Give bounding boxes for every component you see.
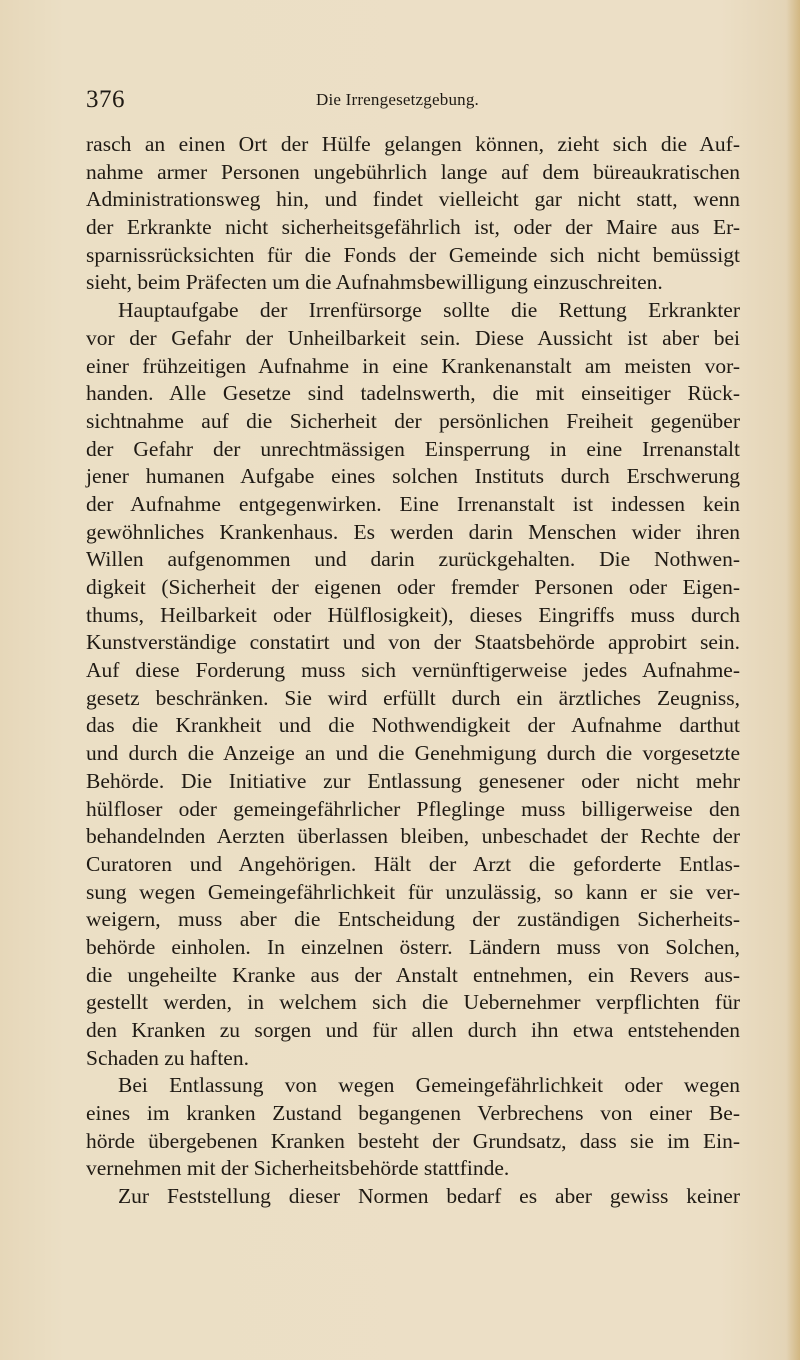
text-line: Behörde. Die Initiative zur Entlassung genesener oder nicht mehr bbox=[86, 768, 740, 793]
text-line: sieht, beim Präfecten um die Aufnahmsbewilligung einzuschreiten. bbox=[86, 270, 663, 295]
text-line: und durch die Anzeige an und die Genehmigung durch die vorgesetzte bbox=[86, 741, 740, 766]
text-line: jener humanen Aufgabe eines solchen Instituts durch Erschwerung bbox=[86, 464, 740, 489]
text-line: weigern, muss aber die Entscheidung der zuständigen Sicherheits- bbox=[86, 907, 740, 932]
text-line: gewöhnliches Krankenhaus. Es werden darin Menschen wider ihren bbox=[86, 519, 740, 544]
text-line: hörde übergebenen Kranken besteht der Grundsatz, dass sie im Ein- bbox=[86, 1128, 740, 1153]
text-line: handen. Alle Gesetze sind tadelnswerth, die mit einseitiger Rück- bbox=[86, 381, 740, 406]
text-line: der Gefahr der unrechtmässigen Einsperrung in eine Irrenanstalt bbox=[86, 436, 740, 461]
text-line: gesetz beschränken. Sie wird erfüllt durch ein ärztliches Zeugniss, bbox=[86, 685, 740, 710]
text-line: der Aufnahme entgegenwirken. Eine Irrenanstalt ist indessen kein bbox=[86, 491, 740, 516]
text-line: das die Krankheit und die Nothwendigkeit der Aufnahme darthut bbox=[86, 713, 740, 738]
text-line: Administrationsweg hin, und findet vielleicht gar nicht statt, wenn bbox=[86, 187, 740, 212]
text-line: vor der Gefahr der Unheilbarkeit sein. Diese Aussicht ist aber bei bbox=[86, 325, 740, 350]
text-line: Willen aufgenommen und darin zurückgehalten. Die Nothwen- bbox=[86, 547, 740, 572]
text-line: den Kranken zu sorgen und für allen durch ihn etwa entstehenden bbox=[86, 1018, 740, 1042]
text-line: rasch an einen Ort der Hülfe gelangen können, zieht sich die Auf- bbox=[86, 132, 740, 156]
text-line: digkeit (Sicherheit der eigenen oder fremder Personen oder Eigen- bbox=[86, 575, 740, 599]
page-header bbox=[86, 86, 736, 126]
text-line: Auf diese Forderung muss sich vernünftigerweise jedes Aufnahme- bbox=[86, 658, 740, 683]
text-line: sparnissrücksichten für die Fonds der Gemeinde sich nicht bemüssigt bbox=[86, 242, 740, 267]
text-line: behandelnden Aerzten überlassen bleiben, unbeschadet der Rechte der bbox=[86, 824, 740, 849]
text-line: die ungeheilte Kranke aus der Anstalt entnehmen, ein Revers aus- bbox=[86, 962, 740, 987]
text-line: Bei Entlassung von wegen Gemeingefährlichkeit oder wegen bbox=[118, 1073, 740, 1098]
text-line: sung wegen Gemeingefährlichkeit für unzulässig, so kann er sie ver- bbox=[86, 879, 740, 904]
text-line: eines im kranken Zustand begangenen Verbrechens von einer Be- bbox=[86, 1101, 740, 1126]
text-line: vernehmen mit der Sicherheitsbehörde stattfinde. bbox=[86, 1156, 510, 1181]
text-line: sichtnahme auf die Sicherheit der persönlichen Freiheit gegenüber bbox=[86, 408, 740, 433]
text-line: Hauptaufgabe der Irrenfürsorge sollte die Rettung Erkrankter bbox=[118, 298, 740, 323]
text-line: der Erkrankte nicht sicherheitsgefährlich ist, oder der Maire aus Er- bbox=[86, 215, 740, 240]
page-edge-shadow bbox=[786, 0, 800, 1360]
page-number: 376 bbox=[86, 86, 125, 113]
text-line: gestellt werden, in welchem sich die Uebernehmer verpflichten für bbox=[86, 990, 740, 1015]
text-line: einer frühzeitigen Aufnahme in eine Krankenanstalt am meisten vor- bbox=[86, 353, 740, 378]
running-title: Die Irrengesetzgebung. bbox=[316, 90, 479, 109]
text-line: Schaden zu haften. bbox=[86, 1045, 249, 1070]
text-line: Zur Feststellung dieser Normen bedarf es aber gewiss keiner bbox=[118, 1184, 740, 1209]
text-line: Kunstverständige constatirt und von der Staatsbehörde approbirt sein. bbox=[86, 630, 740, 655]
text-line: thums, Heilbarkeit oder Hülflosigkeit), dieses Eingriffs muss durch bbox=[86, 602, 740, 627]
text-line: Curatoren und Angehörigen. Hält der Arzt die geforderte Entlas- bbox=[86, 851, 740, 876]
body-text bbox=[86, 131, 740, 1211]
text-line: nahme armer Personen ungebührlich lange auf dem büreaukratischen bbox=[86, 159, 740, 184]
text-line: hülfloser oder gemeingefährlicher Pfleglinge muss billigerweise den bbox=[86, 796, 740, 821]
text-line: behörde einholen. In einzelnen österr. Ländern muss von Solchen, bbox=[86, 934, 740, 959]
